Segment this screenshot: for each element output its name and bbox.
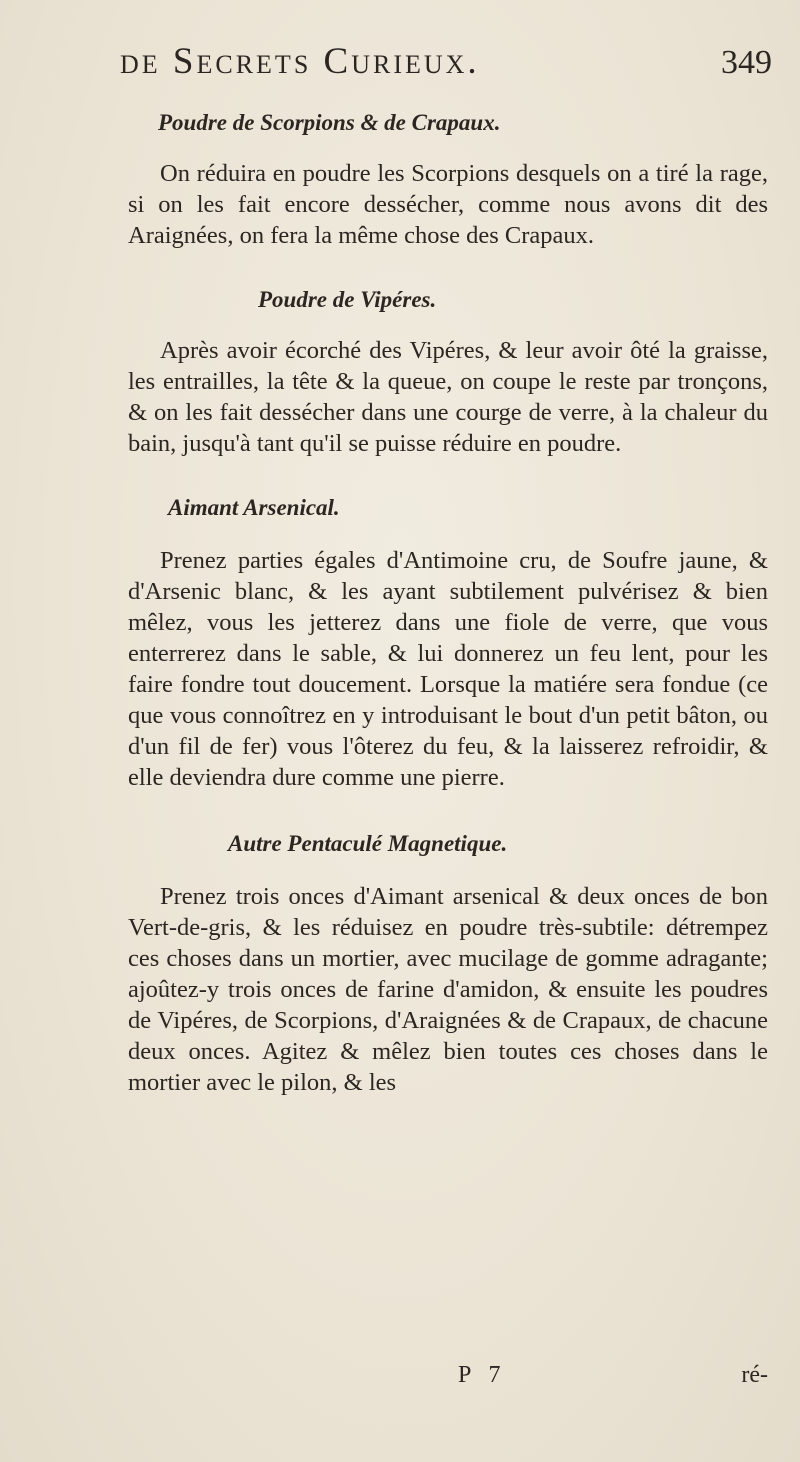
section-text-scorpions: On réduira en poudre les Scorpions desquels on a tiré la rage, si on les fait encore dessécher, comme nous avons dit des Araignées, on fera la même chose des Crapaux.	[128, 160, 768, 249]
text-block	[128, 110, 768, 1098]
catchword: ré-	[741, 1362, 768, 1388]
section-heading-pentacule: Autre Pentaculé Magnetique.	[228, 831, 508, 856]
section-heading-viperes: Poudre de Vipéres.	[258, 287, 437, 312]
section-heading-scorpions: Poudre de Scorpions & de Crapaux.	[158, 110, 501, 135]
running-title: de Secrets Curieux.	[120, 41, 480, 82]
section-text-viperes: Après avoir écorché des Vipéres, & leur avoir ôté la graisse, les entrailles, la tête & la queue, on coupe le reste par tronçons, & on les fait dessécher dans une courge de verre, à la chaleur du bain, jusqu'à tant qu'il se puisse réduire en poudre.	[128, 337, 768, 457]
signature-mark: P 7	[458, 1362, 507, 1388]
running-head	[120, 40, 780, 90]
page-footer	[128, 1362, 768, 1396]
page-number: 349	[721, 44, 772, 81]
section-text-aimant: Prenez parties égales d'Antimoine cru, de Soufre jaune, & d'Arsenic blanc, & les ayant subtilement pulvérisez & bien mêlez, vous les jetterez dans une fiole de verre, que vous enterrerez dans le sable, & lui donnerez un feu lent, pour les faire fondre tout doucement. Lorsque la matiére sera fondue (ce que vous connoîtrez en y introduisant le bout d'un petit bâton, ou d'un fil de fer) vous l'ôterez du feu, & la laisserez refroidir, & elle deviendra dure comme une pierre.	[128, 547, 768, 791]
section-text-pentacule: Prenez trois onces d'Aimant arsenical & deux onces de bon Vert-de-gris, & les réduisez en poudre très-subtile: détrempez ces choses dans un mortier, avec mucilage de gomme adragante; ajoûtez-y trois onces de farine d'amidon, & ensuite les poudres de Vipéres, de Scorpions, d'Araignées & de Crapaux, de chacune deux onces. Agitez & mêlez bien toutes ces choses dans le mortier avec le pilon, & les	[128, 883, 768, 1096]
section-heading-aimant: Aimant Arsenical.	[168, 495, 340, 520]
